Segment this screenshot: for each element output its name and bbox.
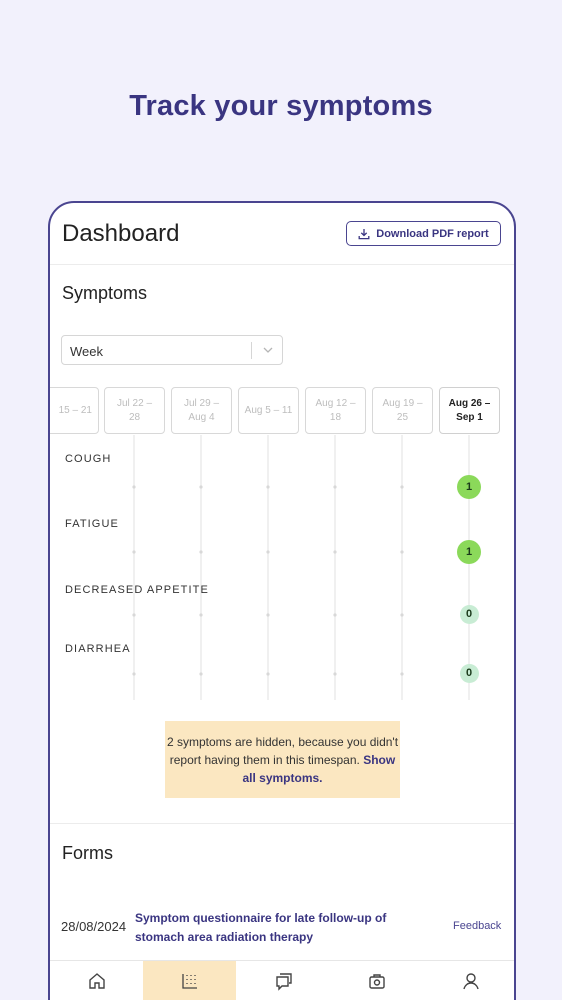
week-column-5[interactable]: Aug 19 – 25 [372,387,433,434]
week-column-6[interactable]: Aug 26 – Sep 1 [439,387,500,434]
week-column-2[interactable]: Jul 29 – Aug 4 [171,387,232,434]
grid-dot [132,613,135,616]
grid-dot [400,485,403,488]
symptom-label: DECREASED APPETITE [65,584,209,596]
hidden-symptoms-notice [165,721,400,798]
tab-dashboard[interactable] [143,961,236,1000]
download-pdf-label: Download PDF report [376,227,489,240]
home-icon [87,971,107,991]
download-icon [358,228,370,240]
grid-dot [400,672,403,675]
profile-icon [461,971,481,991]
tab-profile[interactable] [424,961,516,1000]
phone-frame [48,201,516,1000]
grid-dot [333,613,336,616]
grid-dot [199,672,202,675]
week-column-0[interactable]: 15 – 21 [48,387,99,434]
grid-dot [266,672,269,675]
section-divider [50,823,514,824]
grid-dot [132,485,135,488]
symptom-count-badge[interactable]: 0 [460,605,479,624]
bottom-tab-bar [50,960,514,1000]
chevron-down-icon [263,346,273,354]
hidden-notice-text: 2 symptoms are hidden, because you didn't report having them in this timespan. [166,735,399,767]
dashboard-header [50,203,514,265]
grid-dot [199,613,202,616]
grid-dot [333,485,336,488]
messages-icon [274,971,294,991]
forms-title: Forms [62,843,113,863]
week-column-3[interactable]: Aug 5 – 11 [238,387,299,434]
feedback-link[interactable]: Feedback [453,920,502,932]
grid-dot [199,485,202,488]
symptom-grid [50,435,516,700]
grid-dot [266,613,269,616]
grid-dot [266,550,269,553]
grid-dot [199,550,202,553]
symptom-count-badge[interactable]: 0 [460,664,479,683]
period-select-value: Week [70,344,103,359]
download-pdf-button[interactable] [346,221,501,246]
tab-messages[interactable] [237,961,330,1000]
symptom-label: FATIGUE [65,518,119,530]
symptom-count-badge[interactable]: 1 [457,540,481,564]
medical-kit-icon [367,971,387,991]
grid-dot [400,550,403,553]
grid-dot [333,550,336,553]
week-column-1[interactable]: Jul 22 – 28 [104,387,165,434]
tab-home[interactable] [50,961,143,1000]
grid-dot [333,672,336,675]
select-separator [251,342,252,359]
period-select[interactable] [61,335,283,365]
grid-dot [400,613,403,616]
grid-dot [132,672,135,675]
page-headline: Track your symptoms [129,90,433,122]
symptom-count-badge[interactable]: 1 [457,475,481,499]
show-all-symptoms-link[interactable]: Show all symptoms. [242,753,396,785]
tab-medical[interactable] [330,961,423,1000]
form-title-link[interactable]: Symptom questionnaire for late follow-up of stomach area radiation therapy [135,911,387,944]
symptom-label: COUGH [65,453,112,465]
form-date: 28/08/2024 [61,919,127,934]
grid-dot [266,485,269,488]
dashboard-title: Dashboard [62,220,180,247]
grid-dot [132,550,135,553]
symptoms-title: Symptoms [62,283,148,303]
dashboard-grid-icon [180,971,200,991]
symptom-label: DIARRHEA [65,643,131,655]
week-column-4[interactable]: Aug 12 – 18 [305,387,366,434]
